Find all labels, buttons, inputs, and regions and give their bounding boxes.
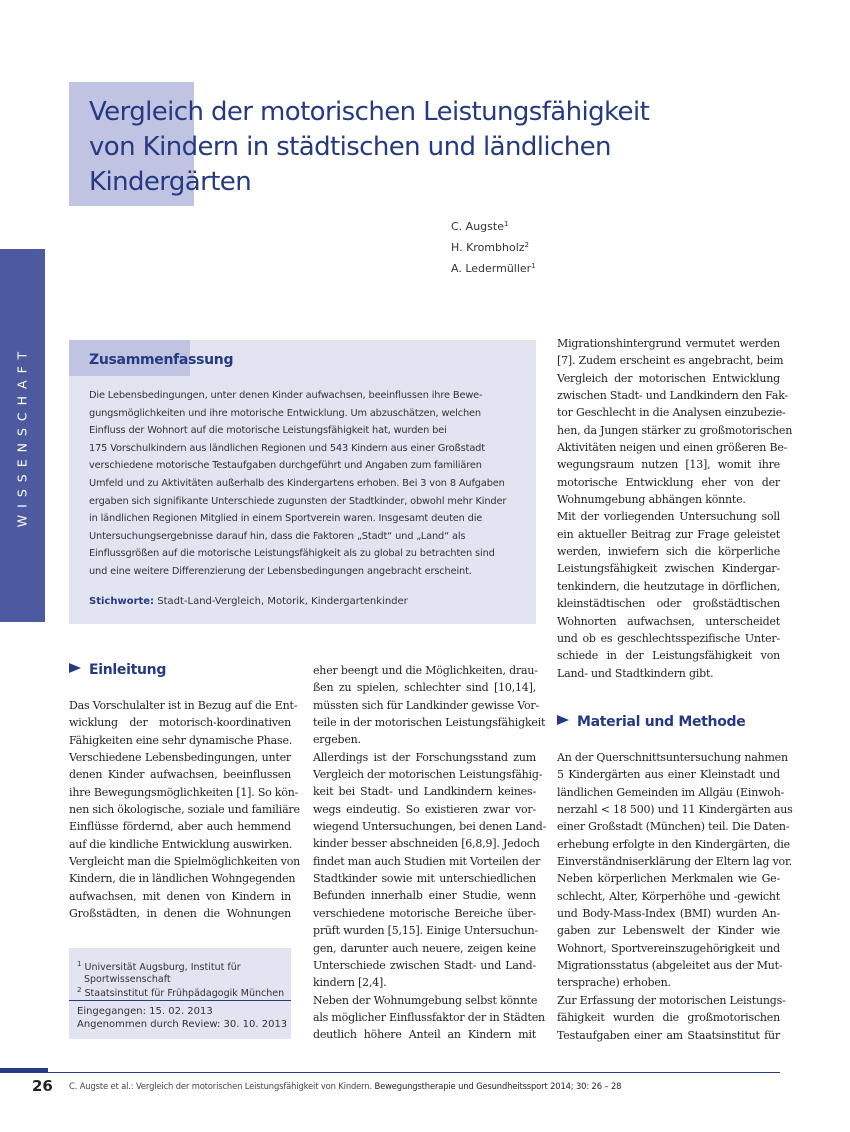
keywords-label: Stichworte: <box>89 596 155 607</box>
text-line: ihre Bewegungsmöglichkeiten [1]. So kön- <box>69 785 299 799</box>
abstract-line: verschiedene motorische Testaufgaben durchgeführt und Angaben zum familiären <box>89 460 482 472</box>
text-line: prüft wurden [5,15]. Einige Untersuchun- <box>313 924 538 938</box>
text-line: An der Querschnittsuntersuchung nahmen <box>557 751 788 764</box>
text-line: wiegend Untersuchungen, bei denen Land- <box>313 820 547 834</box>
abstract-text <box>89 387 517 581</box>
text-line: 5 Kindergärten aus einer Kleinstadt und <box>557 768 780 782</box>
text-line: ßen zu spielen, schlechter sind [10,14], <box>313 681 536 695</box>
abstract-line: Umfeld und zu Aktivitäten außerhalb des Kindergartens erhoben. Bei 3 von 8 Aufgaben <box>89 477 505 489</box>
author: A. Ledermüller$^1$ <box>451 262 536 275</box>
divider <box>69 1000 291 1001</box>
abstract-box <box>69 340 536 624</box>
column-2-text <box>313 662 547 1044</box>
page-number: 26 <box>32 1077 53 1095</box>
text-line: Zur Erfassung der motorischen Leistungs- <box>557 993 786 1007</box>
arrow-icon <box>69 663 81 673</box>
affiliation: $^2$ Staatsinstitut für Frühpädagogik München <box>77 986 285 999</box>
text-line: deutlich höhere Anteil an Kindern mit <box>313 1028 536 1042</box>
author: C. Augste$^1$ <box>451 220 509 233</box>
text-line: Wohnort, Sportvereinszugehörigkeit und <box>557 941 780 955</box>
text-line: ländlichen Gemeinden im Allgäu (Einwoh- <box>557 785 785 799</box>
text-line: zwischen Stadt- und Landkindern den Fak- <box>557 389 789 403</box>
text-line: wegungsraum nutzen [13], womit ihre <box>557 458 780 472</box>
text-line: kinder besser abschneiden [6,8,9]. Jedoch <box>313 837 540 851</box>
accepted-date: Angenommen durch Review: 30. 10. 2013 <box>77 1019 288 1030</box>
abstract-line: in ländlichen Regionen Mitglied in einem Sportverein waren. Insgesamt deuten die <box>89 513 483 525</box>
text-line: hen, da Jungen stärker zu großmotorischen <box>557 423 793 437</box>
text-line: müssten sich für Landkinder gewisse Vor- <box>313 698 540 712</box>
text-line: schlecht, Alter, Körperhöhe und -gewicht <box>557 889 780 903</box>
column-3-text-top <box>557 335 793 682</box>
text-line: keit bei Stadt- und Landkindern keines- <box>313 785 536 799</box>
text-line: kleinstädtischen oder großstädtischen <box>557 597 780 611</box>
journal-reference: Bewegungstherapie und Gesundheitssport 2014; 30: 26 – 28 <box>374 1081 622 1091</box>
section-label: WISSENSCHAFT <box>14 344 30 528</box>
abstract-line: Die Lebensbedingungen, unter denen Kinder aufwachsen, beeinflussen ihre Bewe- <box>89 390 483 401</box>
text-line: teile in der motorischen Leistungsfähigkeit <box>313 716 546 730</box>
section-heading-einleitung: Einleitung <box>69 662 166 678</box>
text-line: und Body-Mass-Index (BMI) wurden An- <box>557 907 780 921</box>
text-line: tenkindern, die heutzutage in dörflichen, <box>557 579 780 593</box>
text-line: einer Großstadt (München) teil. Die Daten- <box>557 820 790 834</box>
text-line: eher beengt und die Möglichkeiten, drau- <box>313 664 538 677</box>
text-line: Unterschiede zwischen Stadt- und Land- <box>313 958 536 972</box>
abstract-line: Einflussgrößen auf die motorische Leistungsfähigkeit als zu global zu betrachten sind <box>89 548 495 560</box>
footer-rule <box>48 1072 780 1073</box>
text-line: Mit der vorliegenden Untersuchung soll <box>557 510 780 524</box>
keywords <box>89 596 408 607</box>
text-line: Vergleich der motorischen Entwicklung <box>557 371 780 385</box>
abstract-line: ergaben sich signifikante Unterschiede zugunsten der Stadtkinder, obwohl mehr Kinder <box>89 495 507 507</box>
text-line: Migrationshintergrund vermutet werden <box>557 337 780 350</box>
text-line: tersprache) erhoben. <box>557 976 671 990</box>
text-line: Befunden innerhalb einer Studie, wenn <box>313 889 536 903</box>
text-line: wicklung der motorisch-koordinativen <box>69 716 291 730</box>
text-line: Großstädten, in denen die Wohnungen <box>69 907 291 921</box>
text-line: ergeben. <box>313 733 361 747</box>
affiliation-list <box>77 959 284 1000</box>
text-line: Neben körperlichen Merkmalen wie Ge- <box>557 872 780 886</box>
text-line: schiede in der Leistungsfähigkeit von <box>557 649 780 663</box>
text-line: [7]. Zudem erscheint es angebracht, beim <box>557 354 784 368</box>
footer-accent-bar <box>0 1068 48 1073</box>
abstract-line: Einfluss der Wohnort auf die motorische Leistungsfähigkeit hat, wurden bei <box>89 425 447 437</box>
text-line: Vergleich der motorischen Leistungsfähig- <box>313 768 543 782</box>
keywords-text: Stadt-Land-Vergleich, Motorik, Kindergartenkinder <box>157 596 408 607</box>
text-line: ein aktueller Beitrag zur Frage geleistet <box>557 527 780 541</box>
affiliation-continued: Sportwissenschaft <box>84 973 171 985</box>
text-line: nen sich ökologische, soziale und familiäre <box>69 803 300 817</box>
text-line: verschiedene motorische Bereiche über- <box>313 906 536 920</box>
text-line: tor Geschlecht in die Analysen einzubezie- <box>557 406 786 420</box>
text-line: Migrationsstatus (abgeleitet aus der Mut- <box>557 959 783 973</box>
section-heading-material-und-methode: Material und Methode <box>557 714 745 730</box>
dates <box>77 1005 287 1031</box>
abstract-line: Untersuchungsergebnisse darauf hin, dass die Faktoren „Stadt“ und „Land“ als <box>89 530 466 542</box>
author-list <box>451 215 536 278</box>
text-line: werden, inwiefern sich die körperliche <box>557 545 780 559</box>
abstract-line: 175 Vorschulkindern aus ländlichen Regionen und 543 Kindern aus einer Großstadt <box>89 442 485 454</box>
affiliation: $^1$ Universität Augsburg, Institut für <box>77 960 241 973</box>
text-line: aufwachsen, mit denen von Kindern in <box>69 889 291 903</box>
text-line: Wohnumgebung abhängen könnte. <box>557 493 746 507</box>
text-line: gen, darunter auch neuere, zeigen keine <box>313 941 536 955</box>
text-line: Land- und Stadtkindern gibt. <box>557 666 714 680</box>
column-1-text <box>69 697 301 922</box>
text-line: Neben der Wohnumgebung selbst könnte <box>313 993 538 1007</box>
text-line: nerzahl < 18 500) und 11 Kindergärten aus <box>557 803 793 817</box>
text-line: Fähigkeiten eine sehr dynamische Phase. <box>69 733 293 747</box>
affiliations-box <box>69 948 291 1039</box>
text-line: fähigkeit wurden die großmotorischen <box>557 1011 780 1025</box>
title-line: Kindergärten <box>89 167 252 197</box>
text-line: Allerdings ist der Forschungsstand zum <box>313 750 536 764</box>
column-3-text-bottom <box>557 749 793 1044</box>
abstract-line: gungsmöglichkeiten und ihre motorische Entwicklung. Um abzuschätzen, welchen <box>89 407 481 419</box>
text-line: Wohnorten aufwachsen, unterscheidet <box>557 614 780 628</box>
text-line: erhebung erfolgte in den Kindergärten, die <box>557 837 790 851</box>
text-line: Stadtkinder sowie mit unterschiedlichen <box>313 872 536 886</box>
author: H. Krombholz$^2$ <box>451 241 529 254</box>
title-line: von Kindern in städtischen und ländlichen <box>89 132 611 162</box>
citation-text: C. Augste et al.: Vergleich der motorischen Leistungsfähigkeit von Kindern. <box>69 1081 372 1091</box>
text-line: Verschiedene Lebensbedingungen, unter <box>69 751 291 765</box>
text-line: Testaufgaben einer am Staatsinstitut für <box>557 1028 780 1042</box>
arrow-icon <box>557 715 569 725</box>
title-line: Vergleich der motorischen Leistungsfähigkeit <box>89 97 650 127</box>
text-line: Kindern, die in ländlichen Wohngegenden <box>69 872 296 886</box>
received-date: Eingegangen: 15. 02. 2013 <box>77 1006 213 1017</box>
text-line: Aktivitäten neigen und einen größeren Be- <box>557 441 788 455</box>
text-line: denen Kinder aufwachsen, beeinflussen <box>69 768 291 782</box>
text-line: wegs eindeutig. So existieren zwar vor- <box>313 802 536 816</box>
article-title <box>89 95 789 200</box>
footer-citation <box>69 1081 621 1091</box>
text-line: gaben zur Lebenswelt der Kinder wie <box>557 924 780 938</box>
text-line: auf die kindliche Entwicklung auswirken. <box>69 837 293 851</box>
text-line: Einverständniserklärung der Eltern lag vor. <box>557 855 793 869</box>
text-line: als möglicher Einflussfaktor der in Städten <box>313 1010 545 1024</box>
abstract-heading: Zusammenfassung <box>89 352 234 368</box>
abstract-line: und eine weitere Differenzierung der Lebensbedingungen angebracht erscheint. <box>89 565 472 577</box>
text-line: Leistungsfähigkeit zwischen Kindergar- <box>557 562 780 576</box>
text-line: findet man auch Studien mit Vorteilen der <box>313 854 541 868</box>
text-line: und ob es geschlechtsspezifische Unter- <box>557 631 780 645</box>
text-line: Das Vorschulalter ist in Bezug auf die Ent- <box>69 699 298 712</box>
text-line: Vergleicht man die Spielmöglichkeiten von <box>69 855 301 869</box>
text-line: Einflüsse fördernd, aber auch hemmend <box>69 820 291 834</box>
text-line: motorische Entwicklung eher von der <box>557 475 780 489</box>
text-line: kindern [2,4]. <box>313 976 387 990</box>
